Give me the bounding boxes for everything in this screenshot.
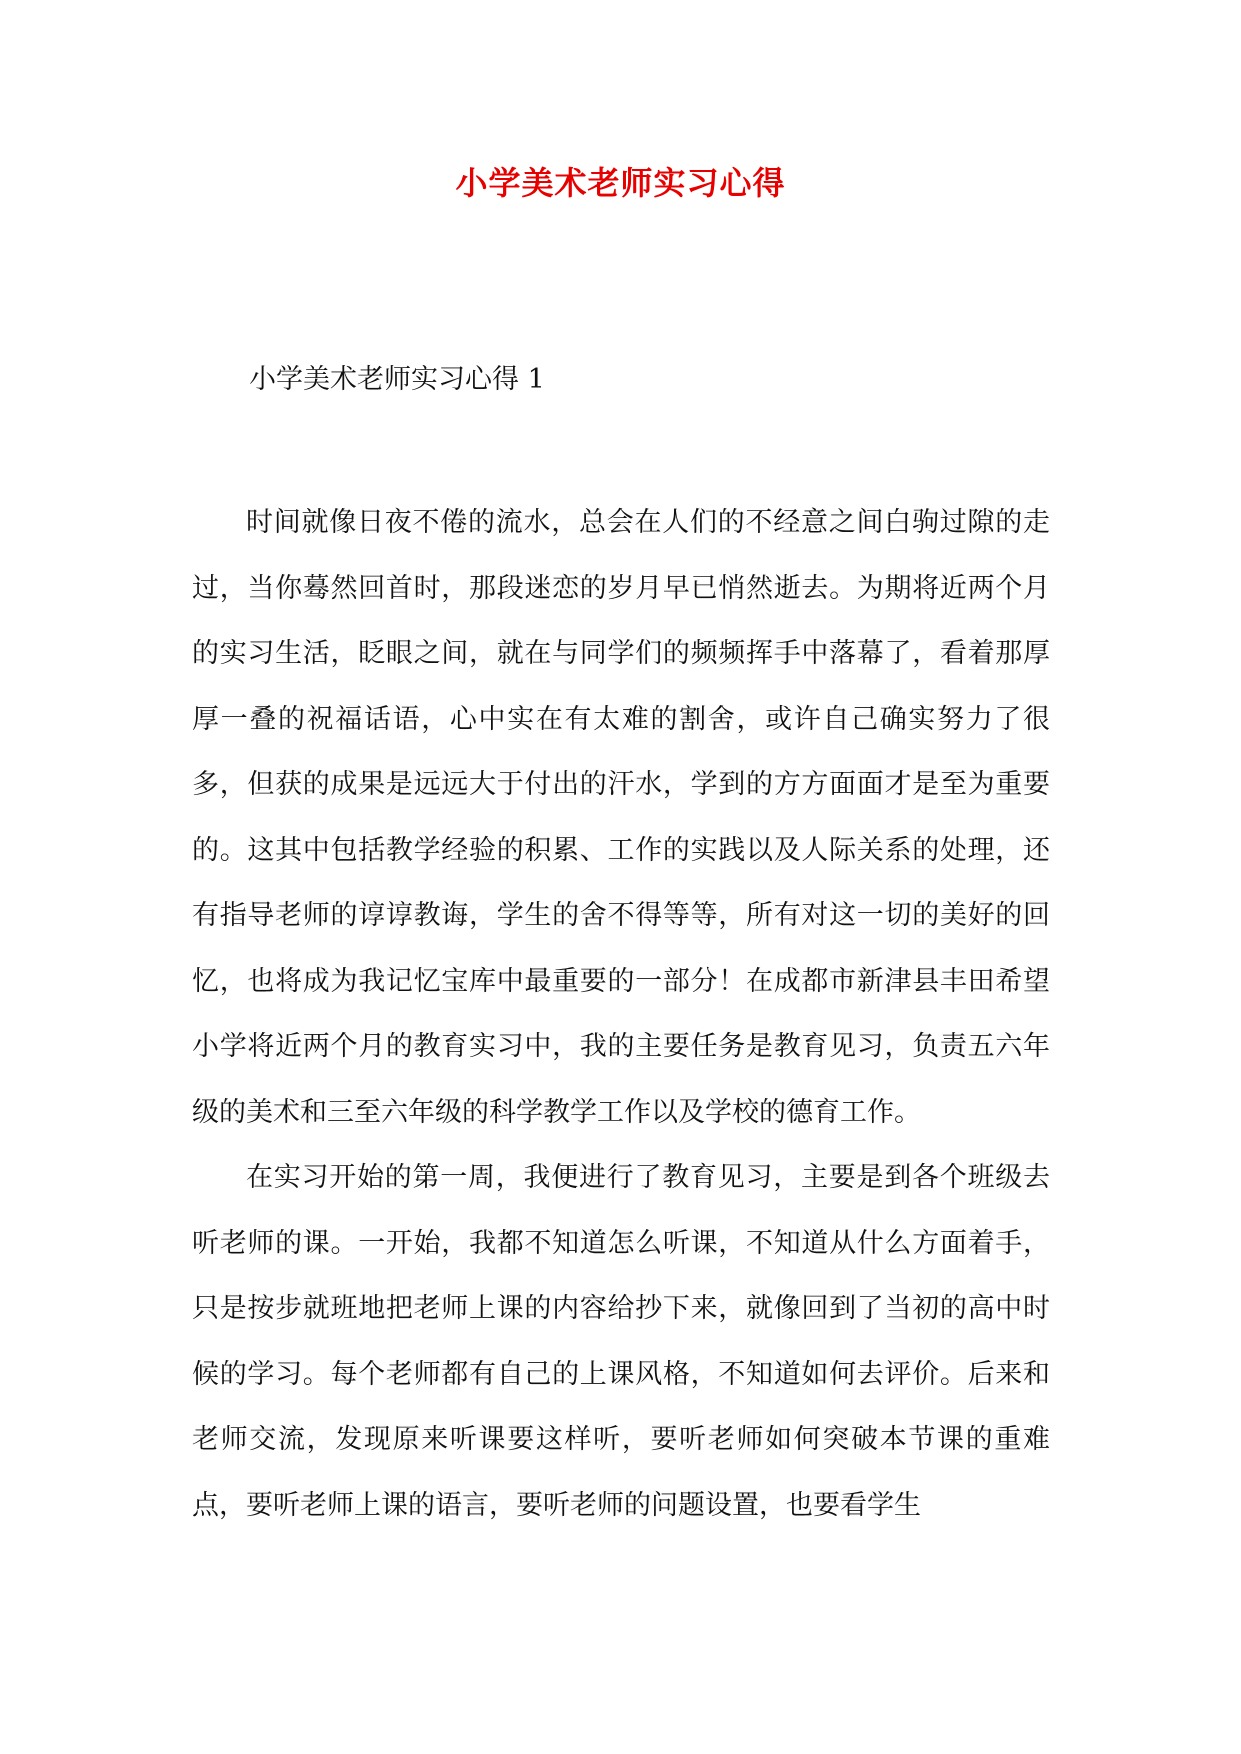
body-text (192, 490, 1050, 1538)
section-heading: 小学美术老师实习心得 1 (249, 364, 545, 395)
document-title: 小学美术老师实习心得 (455, 164, 786, 202)
paragraph-2: 在实习开始的第一周，我便进行了教育见习，主要是到各个班级去听老师的课。一开始，我都不知道怎么听课，不知道从什么方面着手，只是按步就班地把老师上课的内容给抄下来，就像回到了当初的高中时候的学习。每个老师都有自己的上课风格，不知道如何去评价。后来和老师交流，发现原来听课要这样听，要听老师如何突破本节课的重难点，要听老师上课的语言，要听老师的问题设置，也要看学生 (192, 1162, 1050, 1521)
paragraph-1: 时间就像日夜不倦的流水，总会在人们的不经意之间白驹过隙的走过，当你蓦然回首时，那段迷恋的岁月早已悄然逝去。为期将近两个月的实习生活，眨眼之间，就在与同学们的频频挥手中落幕了，看着那厚厚一叠的祝福话语，心中实在有太难的割舍，或许自己确实努力了很多，但获的成果是远远大于付出的汗水，学到的方方面面才是至为重要的。这其中包括教学经验的积累、工作的实践以及人际关系的处理，还有指导老师的谆谆教诲，学生的舍不得等等，所有对这一切的美好的回忆，也将成为我记忆宝库中最重要的一部分！在成都市新津县丰田希望小学将近两个月的教育实习中，我的主要任务是教育见习，负责五六年级的美术和三至六年级的科学教学工作以及学校的德育工作。 (192, 507, 1050, 1128)
